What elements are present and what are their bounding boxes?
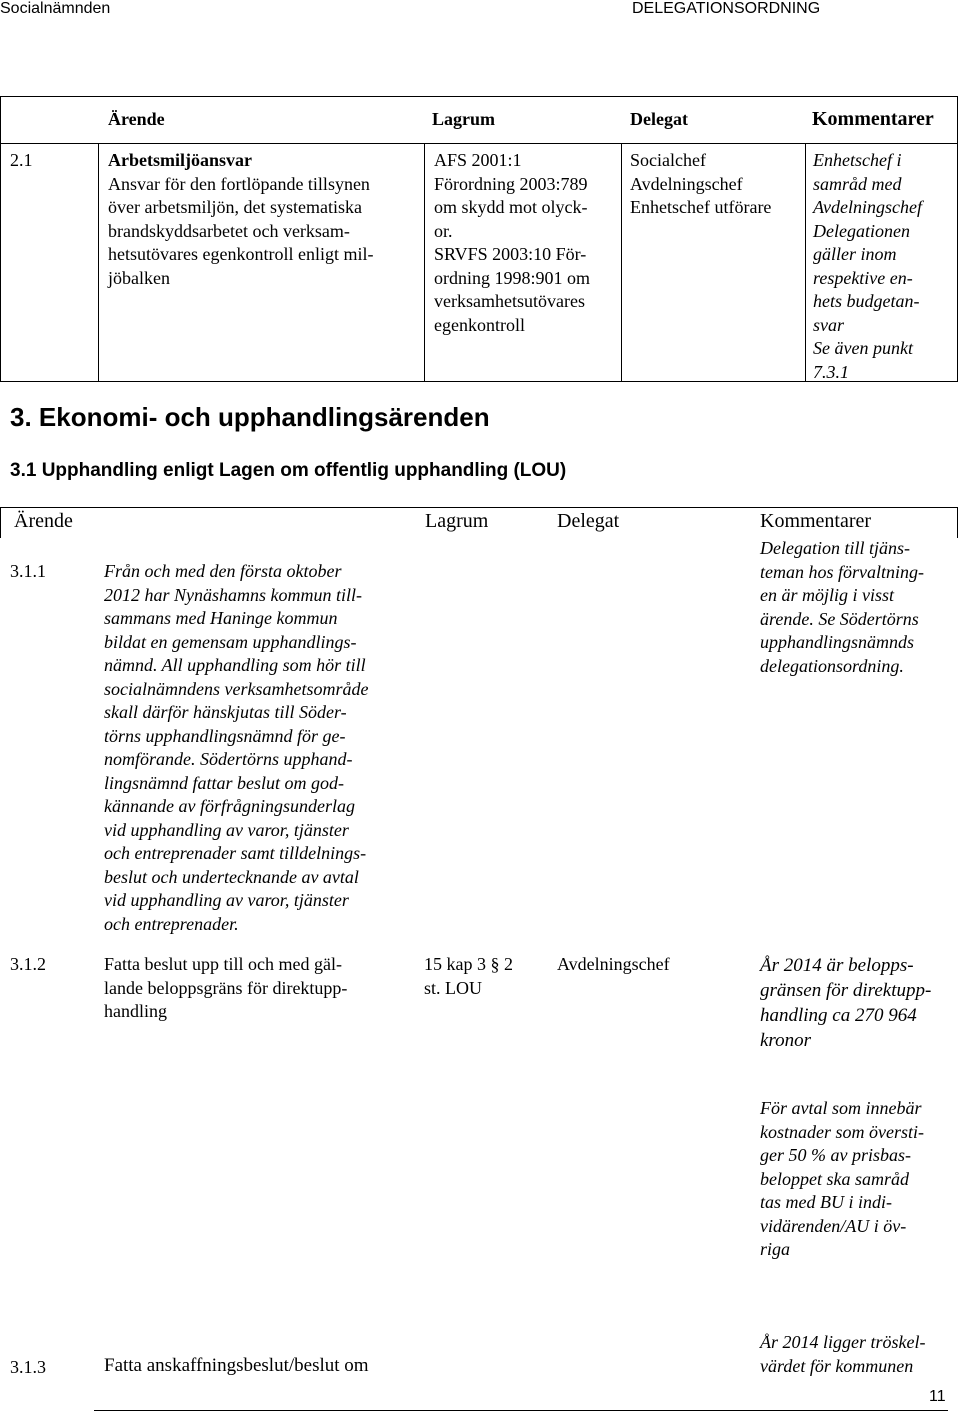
arende-line: nämnd. All upphandling som hör till [104, 655, 366, 675]
col-header-arende: Ärende [14, 510, 73, 532]
arende-line: törns upphandlingsnämnd för ge- [104, 725, 346, 746]
komment-line: Se även punkt [813, 338, 913, 358]
arende-line: brandskyddsarbetet och verksam- [108, 220, 350, 241]
komment-line: vidärenden/AU i öv- [760, 1215, 907, 1236]
arende-cell [104, 953, 347, 1024]
arende-cell [104, 560, 368, 936]
komment-line: värdet för kommunen [760, 1355, 914, 1376]
row-number: 3.1.1 [10, 561, 46, 581]
header-right: DELEGATIONSORDNING [632, 0, 821, 17]
arende-line: hetsutövares egenkontroll enligt mil- [108, 244, 374, 264]
delegat-line: Enhetschef utförare [630, 197, 772, 217]
komment-line: handling ca 270 964 [760, 1005, 917, 1026]
komment-line: Enhetschef i [813, 150, 902, 170]
lagrum-line: AFS 2001:1 [434, 150, 522, 170]
komment-line: riga [760, 1239, 791, 1259]
arende-line: och entreprenader. [104, 913, 239, 934]
komment-line: Avdelningschef [813, 197, 922, 217]
col-header-lagrum: Lagrum [432, 109, 495, 129]
arende-line: lande beloppsgräns för direktupp- [104, 977, 348, 998]
arende-cell [108, 149, 418, 290]
lagrum-line: or. [434, 220, 453, 241]
komment-line: gränsen för direktupp- [760, 980, 932, 1001]
arende-line: vid upphandling av varor, tjänster [104, 890, 349, 910]
komment-line: ärende. Se Södertörns [760, 608, 919, 629]
komment-line: Delegationen [813, 220, 910, 241]
kommentarer-cell [760, 953, 931, 1053]
arende-line: över arbetsmiljön, det systematiska [108, 197, 362, 217]
col-header-kommentarer: Kommentarer [812, 108, 934, 130]
lagrum-cell [424, 953, 513, 1000]
arende-line: och entreprenader samt tilldelnings- [104, 843, 367, 863]
col-header-lagrum: Lagrum [425, 510, 489, 532]
arende-line: beslut och undertecknande av avtal [104, 866, 359, 887]
kommentarer-cell [813, 149, 922, 384]
lagrum-line: verksamhetsutövares [434, 291, 585, 311]
arende-line: kännande av förfrågningsunderlag [104, 796, 355, 816]
komment-line: respektive en- [813, 267, 913, 288]
row-number: 2.1 [10, 150, 33, 170]
lagrum-line: SRVFS 2003:10 För- [434, 244, 587, 264]
arende-line: handling [104, 1001, 167, 1021]
komment-line: År 2014 är belopps- [760, 955, 914, 976]
komment-line: delegationsordning. [760, 655, 904, 676]
arende-line: nomförande. Södertörns upphand- [104, 749, 353, 769]
komment-line: Delegation till tjäns- [760, 538, 910, 558]
arende-line: skall därför hänskjutas till Söder- [104, 702, 347, 722]
section-subheading: 3.1 Upphandling enligt Lagen om offentlig upphandling (LOU) [10, 460, 567, 481]
arende-line: lingsnämnd fattar beslut om god- [104, 772, 345, 793]
komment-line: samråd med [813, 173, 902, 194]
page-number: 11 [929, 1388, 946, 1405]
arende-cell: Fatta anskaffningsbeslut/beslut om [104, 1355, 369, 1376]
komment-line: År 2014 ligger tröskel- [760, 1332, 926, 1352]
komment-line: hets budgetan- [813, 291, 920, 311]
lagrum-line: Förordning 2003:789 [434, 173, 588, 194]
komment-line: teman hos förvaltning- [760, 561, 924, 582]
delegat-cell [630, 149, 771, 220]
col-header-delegat: Delegat [630, 109, 688, 129]
arende-line: Från och med den första oktober [104, 561, 342, 581]
komment-line: kronor [760, 1030, 812, 1051]
arende-title: Arbetsmiljöansvar [108, 150, 252, 170]
arende-line: bildat en gemensam upphandlings- [104, 631, 357, 652]
komment-line: en är möjlig i visst [760, 585, 894, 605]
lagrum-line: om skydd mot olyck- [434, 197, 588, 217]
footer-rule [94, 1410, 948, 1411]
komment-line: gäller inom [813, 244, 897, 264]
komment-line: tas med BU i indi- [760, 1192, 892, 1212]
section-heading: 3. Ekonomi- och upphandlingsärenden [10, 402, 490, 432]
komment-line: beloppet ska samråd [760, 1168, 909, 1189]
arende-line: Ansvar för den fortlöpande tillsynen [108, 173, 370, 194]
col-header-delegat: Delegat [557, 510, 620, 532]
kommentarer-cell [760, 537, 924, 678]
delegat-line: Socialchef [630, 150, 706, 170]
row-number: 3.1.2 [10, 954, 46, 974]
kommentarer-note [760, 1097, 924, 1262]
lagrum-line: 15 kap 3 § 2 [424, 954, 513, 974]
arende-line: Fatta beslut upp till och med gäl- [104, 954, 342, 974]
arende-line: socialnämndens verksamhetsområde [104, 678, 369, 699]
komment-line: upphandlingsnämnds [760, 632, 915, 652]
delegat-line: Avdelningschef [630, 173, 743, 194]
komment-line: svar [813, 314, 844, 335]
komment-line: kostnader som översti- [760, 1121, 924, 1142]
komment-line: 7.3.1 [813, 361, 849, 382]
lagrum-line: st. LOU [424, 977, 482, 998]
komment-line: För avtal som innebär [760, 1098, 922, 1118]
row-number: 3.1.3 [10, 1357, 46, 1377]
lagrum-cell [434, 149, 590, 337]
lagrum-line: ordning 1998:901 om [434, 267, 590, 288]
arende-line: sammans med Haninge kommun [104, 608, 338, 628]
delegat-cell: Avdelningschef [557, 954, 670, 974]
header-left: Socialnämnden [0, 0, 111, 17]
col-header-kommentarer: Kommentarer [760, 510, 872, 532]
col-header-arende: Ärende [108, 109, 165, 129]
kommentarer-cell [760, 1331, 925, 1378]
lagrum-line: egenkontroll [434, 314, 525, 335]
arende-line: vid upphandling av varor, tjänster [104, 819, 349, 840]
komment-line: ger 50 % av prisbas- [760, 1145, 911, 1165]
arende-line: jöbalken [108, 267, 170, 288]
arende-line: 2012 har Nynäshamns kommun till- [104, 584, 362, 605]
